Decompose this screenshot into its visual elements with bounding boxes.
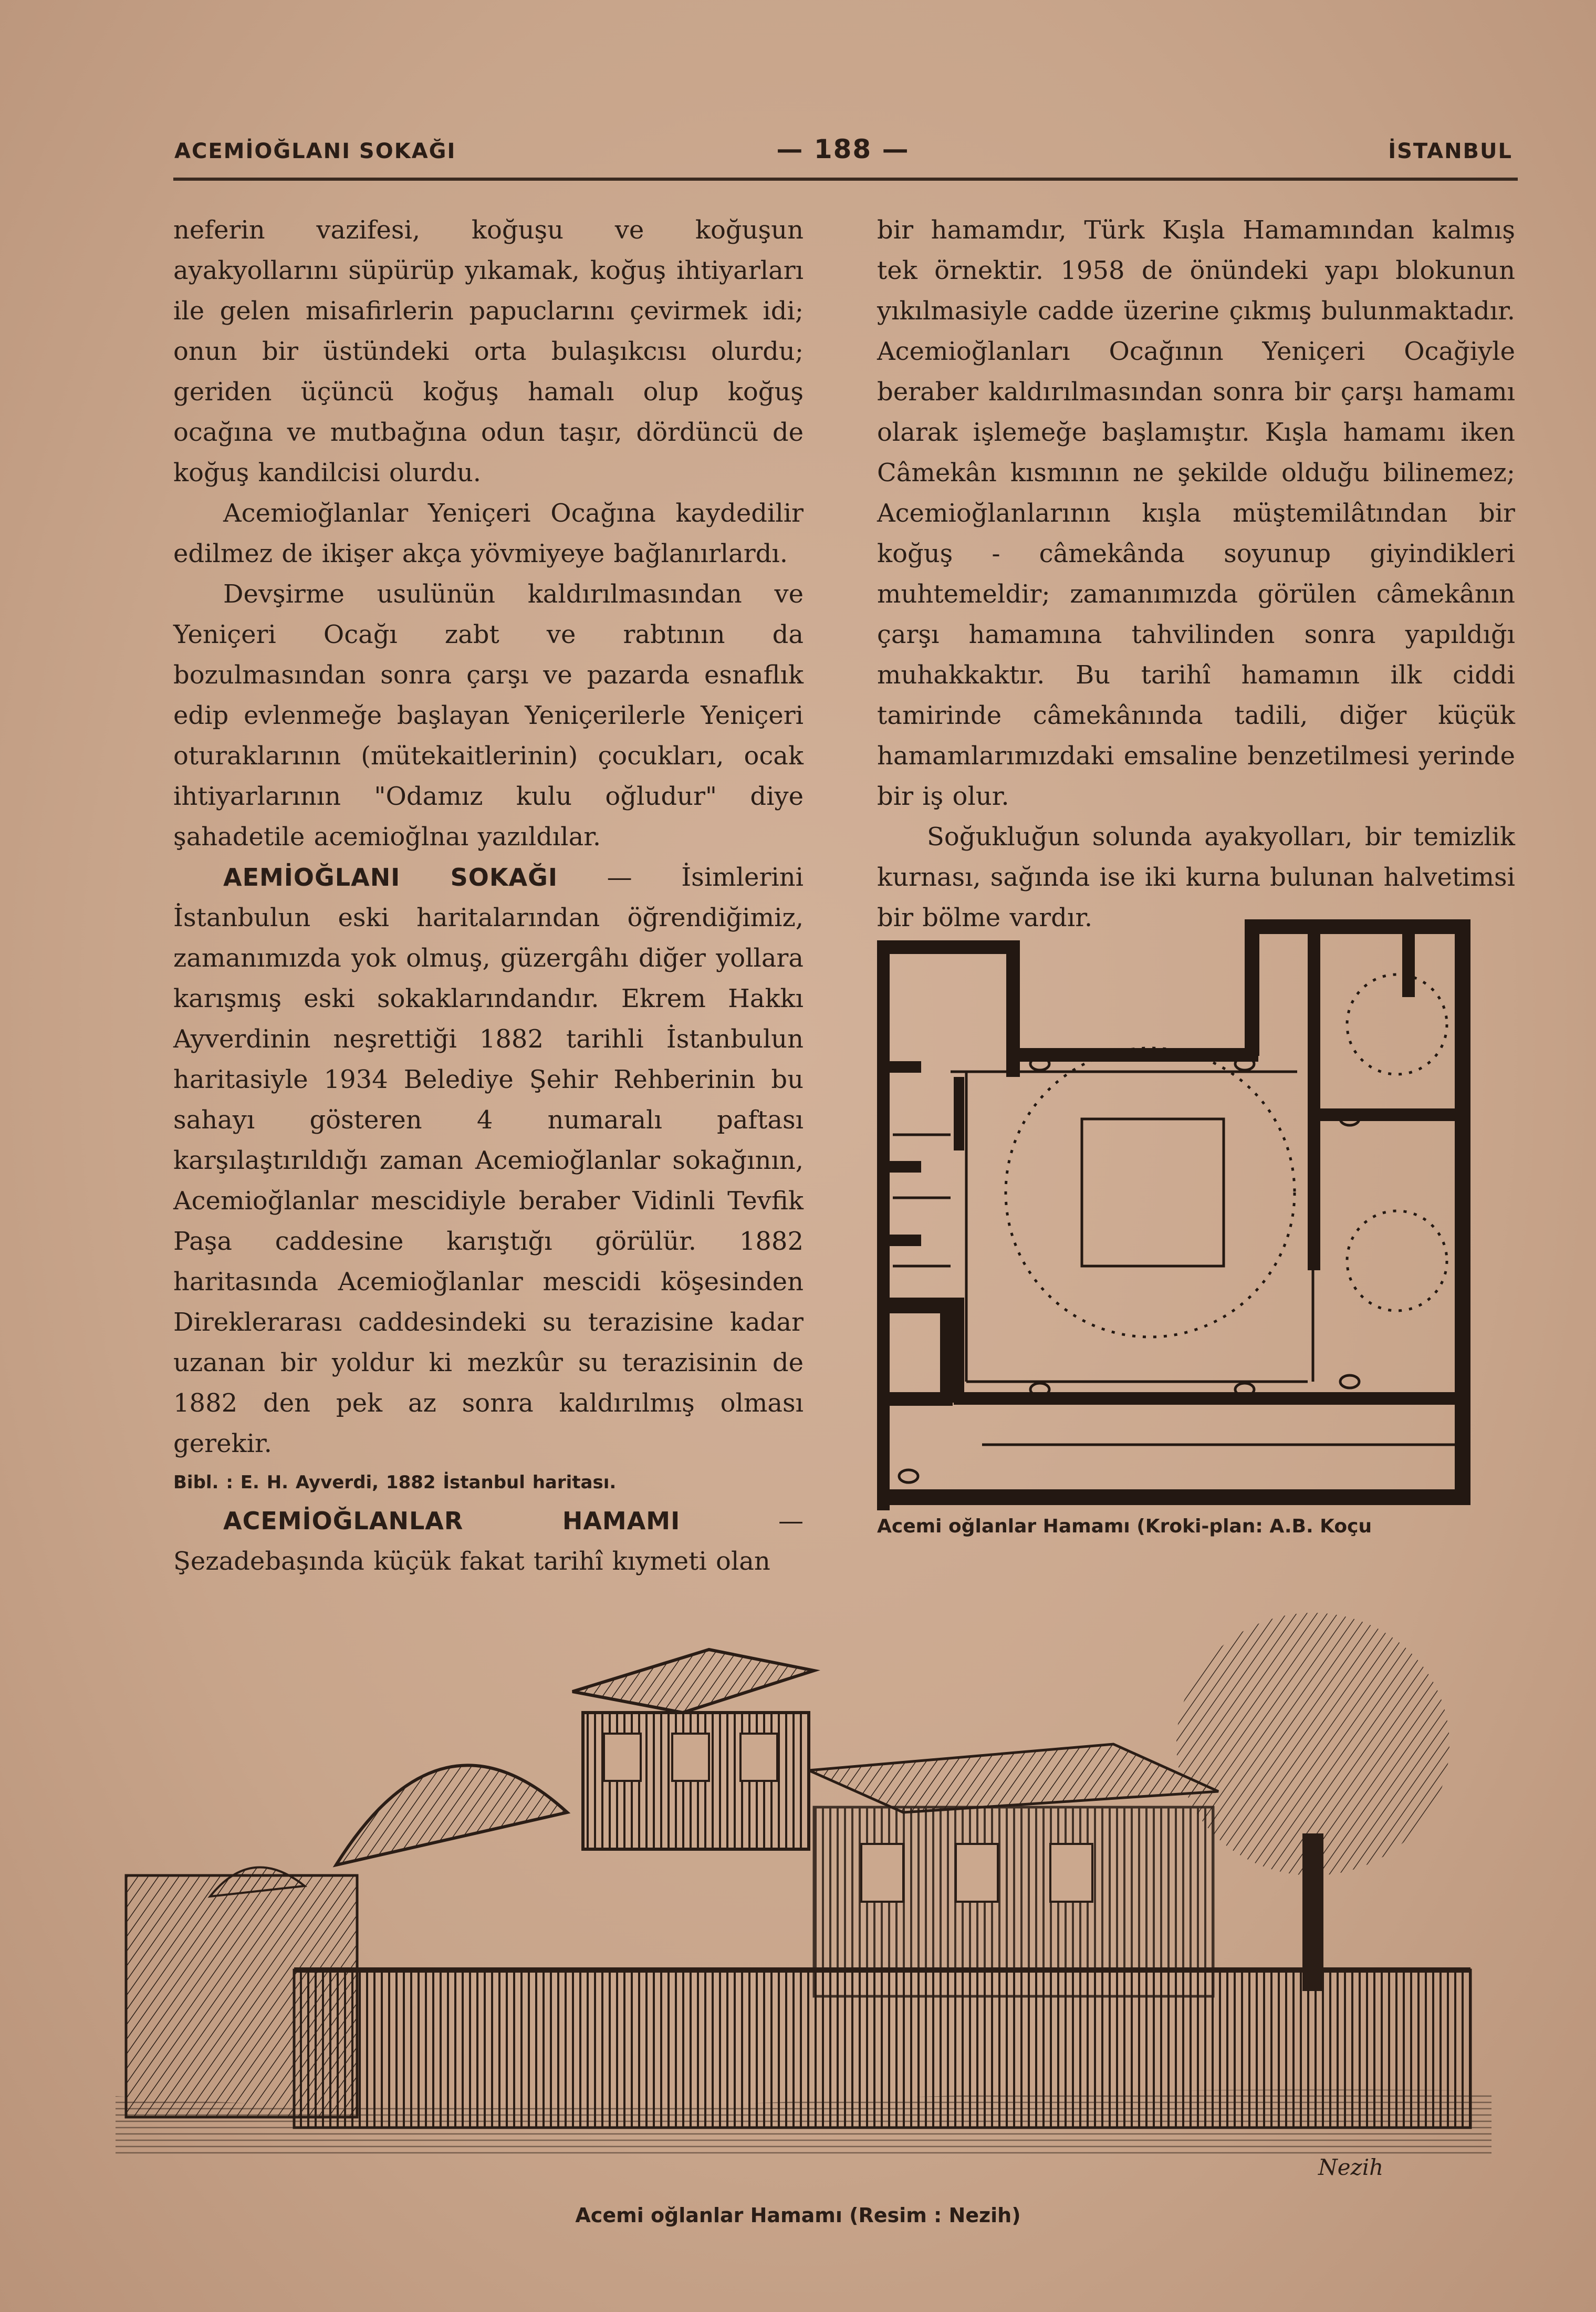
header-rule: [173, 178, 1518, 181]
entry-acemioglani-sokagi: [173, 857, 804, 1464]
paragraph: Soğukluğun solunda ayakyolları, bir temizlik kurnası, sağında ise iki kurna bulunan halvetimsi bir bölme vardır.: [877, 822, 1515, 932]
drawing-signature: Nezih: [1318, 2154, 1384, 2180]
plan-caption: Acemi oğlanlar Hamamı (Kroki-plan: A.B. Koçu: [877, 1516, 1372, 1537]
left-column: [173, 210, 804, 1582]
header-section-title: ACEMİOĞLANI SOKAĞI: [174, 139, 456, 163]
bibliography: Bibl. : E. H. Ayverdi, 1882 İstanbul haritası.: [173, 1472, 617, 1493]
paragraph: neferin vazifesi, koğuşu ve koğuşun ayakyollarını süpürüp yıkamak, koğuş ihtiyarları ile gelen misafirlerin papuclarını çevirmek idi; onun bir üstündeki orta bulaşıkcısı olurdu; geriden üçüncü koğuş hamalı olup koğuş ocağına ve mutbağına odun taşır, dördüncü de koğuş kandilcisi olurdu.: [173, 215, 804, 488]
page-number: — 188 —: [776, 134, 910, 164]
right-column: [877, 210, 1515, 938]
floor-plan-figure: [877, 919, 1499, 1510]
paragraph: Acemioğlanlar Yeniçeri Ocağına kaydedilir edilmez de ikişer akça yövmiyeye bağlanırlardı.: [173, 499, 804, 568]
entry-heading: ACEMİOĞLANLAR HAMAMI: [223, 1507, 681, 1535]
running-header: [168, 134, 1518, 171]
paragraph: Devşirme usulünün kaldırılmasından ve Yeniçeri Ocağı zabt ve rabtının da bozulmasından sonra çarşı ve pazarda esnaflık edip evlenmeğe başlayan Yeniçerilerle Yeniçeri oturaklarının (mütekaitlerinin) çocukları, ocak ihtiyarlarının "Odamız kulu oğludur" diye şahadetile acemioğlnaı yazıldılar.: [173, 579, 804, 852]
header-book-title: İSTANBUL: [1388, 139, 1512, 163]
drawing-caption: Acemi oğlanlar Hamamı (Resim : Nezih): [575, 2204, 1021, 2227]
entry-acemioglanlar-hamami: [173, 1501, 804, 1582]
entry-text: — İsimlerini İstanbulun eski haritalarından öğrendiğimiz, zamanımızda yok olmuş, güzergâhı diğer yollara karışmış eski sokaklarındandır. Ekrem Hakkı Ayverdinin neşrettiği 1882 tarihli İstanbulun haritasiyle 1934 Belediye Şehir Rehberinin bu sahayı gösteren 4 numaralı paftası karşılaştırıldığı zaman Acemioğlanlar sokağının, Acemioğlanlar mescidiyle beraber Vidinli Tevfik Paşa caddesine karıştığı görülür. 1882 haritasında Acemioğlanlar mescidi köşesinden Direklerarası caddesindeki su terazisine kadar uzanan bir yoldur ki mezkûr su terazisinin de 1882 den pek az sonra kaldırılmış olması gerekir.: [173, 863, 804, 1458]
paragraph: bir hamamdır, Türk Kışla Hamamından kalmış tek örnektir. 1958 de önündeki yapı blokunun yıkılmasiyle cadde üzerine çıkmış bulunmaktadır. Acemioğlanları Ocağının Yeniçeri Ocağiyle beraber kaldırılmasından sonra bir çarşı hamamı olarak işlemeğe başlamıştır. Kışla hamamı iken Câmekân kısmının ne şekilde olduğu bilinemez; Acemioğlanlarının kışla müştemilâtından bir koğuş - câmekânda soyunup giyindikleri muhtemeldir; zamanımızda görülen câmekânın çarşı hamamına tahvilinden sonra yapıldığı muhakkaktır. Bu tarihî hamamın ilk ciddi tamirinde câmekânında tadili, diğer küçük hamamlarımızdaki emsaline benzetilmesi yerinde bir iş olur.: [877, 215, 1515, 811]
entry-heading: AEMİOĞLANI SOKAĞI: [223, 863, 558, 891]
bath-drawing-figure: [116, 1571, 1491, 2206]
entry-text: — Şezadebaşında küçük fakat tarihî kıymeti olan: [173, 1506, 804, 1576]
